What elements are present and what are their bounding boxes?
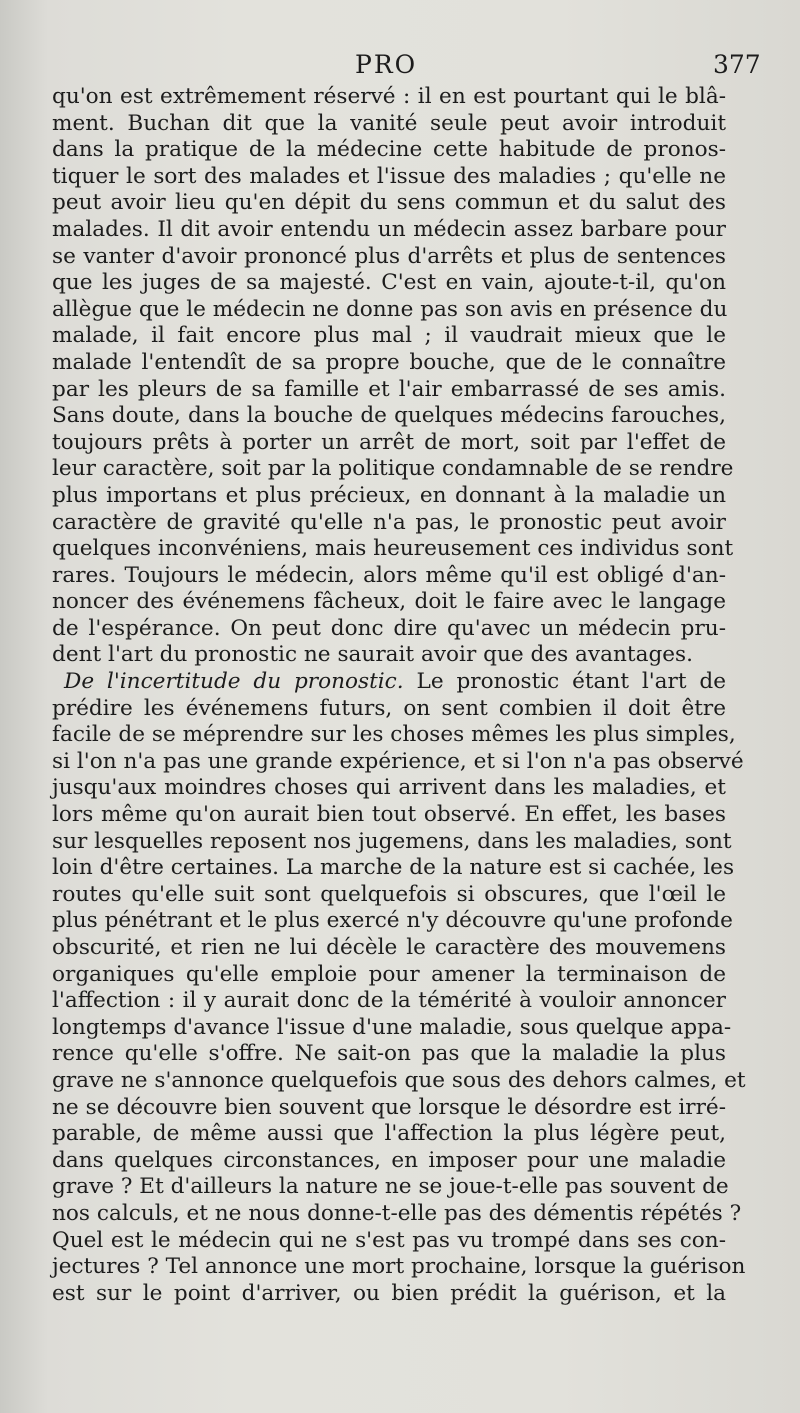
page-number: 377 — [713, 50, 761, 79]
section-heading: De l'incertitude du pronostic. — [64, 669, 404, 695]
text-line: loin d'être certaines. La marche de la nature est si cachée, les — [52, 855, 735, 881]
text-line: leur caractère, soit par la politique condamnable de se rendre — [52, 456, 734, 482]
paragraph-2-first-line — [52, 669, 726, 696]
text-line: malade l'entendît de sa propre bouche, que de le connaître — [52, 349, 726, 375]
text-line: se vanter d'avoir prononcé plus d'arrêts et plus de sentences — [52, 243, 726, 269]
text-line: rares. Toujours le médecin, alors même qu'il est obligé d'an- — [52, 562, 726, 588]
running-head-word: PRO — [355, 50, 418, 79]
text-line: malades. Il dit avoir entendu un médecin assez barbare pour — [52, 216, 726, 242]
text-line: dans quelques circonstances, en imposer pour une maladie — [52, 1147, 726, 1173]
paragraph-1 — [52, 84, 734, 669]
text-line: parable, de même aussi que l'affection la plus légère peut, — [52, 1121, 726, 1147]
text-line: prédire les événemens futurs, on sent combien il doit être — [52, 695, 726, 721]
text-line: noncer des événemens fâcheux, doit le faire avec le langage — [52, 589, 726, 615]
paragraph-2 — [52, 669, 746, 1307]
text-line: rence qu'elle s'offre. Ne sait-on pas que la maladie la plus — [52, 1041, 726, 1067]
text-line: obscurité, et rien ne lui décèle le caractère des mouvemens — [52, 935, 726, 960]
text-line: Sans doute, dans la bouche de quelques médecins farouches, — [52, 403, 726, 429]
text-line: de l'espérance. On peut donc dire qu'avec un médecin pru- — [52, 615, 726, 641]
text-line: dent l'art du pronostic ne saurait avoir que des avantages. — [52, 642, 694, 668]
text-line: lors même qu'on aurait bien tout observé. En effet, les bases — [52, 802, 726, 828]
text-line: peut avoir lieu qu'en dépit du sens commun et du salut des — [52, 190, 726, 216]
text-line: jusqu'aux moindres choses qui arrivent dans les maladies, et — [52, 775, 726, 801]
text-line: que les juges de sa majesté. C'est en vain, ajoute-t-il, qu'on — [52, 270, 726, 296]
text-line: grave ? Et d'ailleurs la nature ne se joue-t-elle pas souvent de — [52, 1174, 729, 1200]
text-line: l'affection : il y aurait donc de la témérité à vouloir annoncer — [52, 988, 726, 1014]
text-line: quelques inconvéniens, mais heureusement ces individus sont — [52, 536, 734, 562]
text-line: si l'on n'a pas une grande expérience, et si l'on n'a pas observé — [52, 748, 744, 774]
text-line: allègue que le médecin ne donne pas son avis en présence du — [52, 296, 728, 322]
text-line: caractère de gravité qu'elle n'a pas, le pronostic peut avoir — [52, 509, 726, 535]
text-line: facile de se méprendre sur les choses mêmes les plus simples, — [52, 722, 736, 748]
text-line: Quel est le médecin qui ne s'est pas vu trompé dans ses con- — [52, 1227, 726, 1253]
body-text — [52, 84, 746, 1307]
text-line: ment. Buchan dit que la vanité seule peut avoir introduit — [52, 110, 726, 136]
text-line: routes qu'elle suit sont quelquefois si obscures, que l'œil le — [52, 881, 726, 907]
text-line: par les pleurs de sa famille et l'air embarrassé de ses amis. — [52, 376, 726, 402]
text-line: nos calculs, et ne nous donne-t-elle pas des démentis répétés ? — [52, 1200, 742, 1226]
text-line: jectures ? Tel annonce une mort prochaine, lorsque la guérison — [52, 1254, 746, 1280]
text-line: malade, il fait encore plus mal ; il vaudrait mieux que le — [52, 323, 726, 349]
text-line: organiques qu'elle emploie pour amener la terminaison de — [52, 961, 726, 987]
heading-trailing-text: Le pronostic étant l'art de — [416, 669, 726, 695]
text-line: qu'on est extrêmement réservé : il en est pourtant qui le blâ- — [52, 84, 726, 109]
text-line: est sur le point d'arriver, ou bien prédit la guérison, et la — [52, 1280, 726, 1306]
text-line: ne se découvre bien souvent que lorsque le désordre est irré- — [52, 1094, 726, 1120]
text-line: dans la pratique de la médecine cette habitude de pronos- — [52, 137, 726, 163]
text-line: grave ne s'annonce quelquefois que sous des dehors calmes, et — [52, 1067, 746, 1093]
text-line: sur lesquelles reposent nos jugemens, dans les maladies, sont — [52, 828, 732, 854]
text-line: plus pénétrant et le plus exercé n'y découvre qu'une profonde — [52, 908, 733, 934]
text-line: plus importans et plus précieux, en donnant à la maladie un — [52, 482, 726, 508]
text-line: toujours prêts à porter un arrêt de mort, soit par l'effet de — [52, 429, 726, 455]
running-head — [0, 50, 800, 86]
text-line: longtemps d'avance l'issue d'une maladie, sous quelque appa- — [52, 1014, 732, 1040]
text-line: tiquer le sort des malades et l'issue des maladies ; qu'elle ne — [52, 163, 726, 189]
